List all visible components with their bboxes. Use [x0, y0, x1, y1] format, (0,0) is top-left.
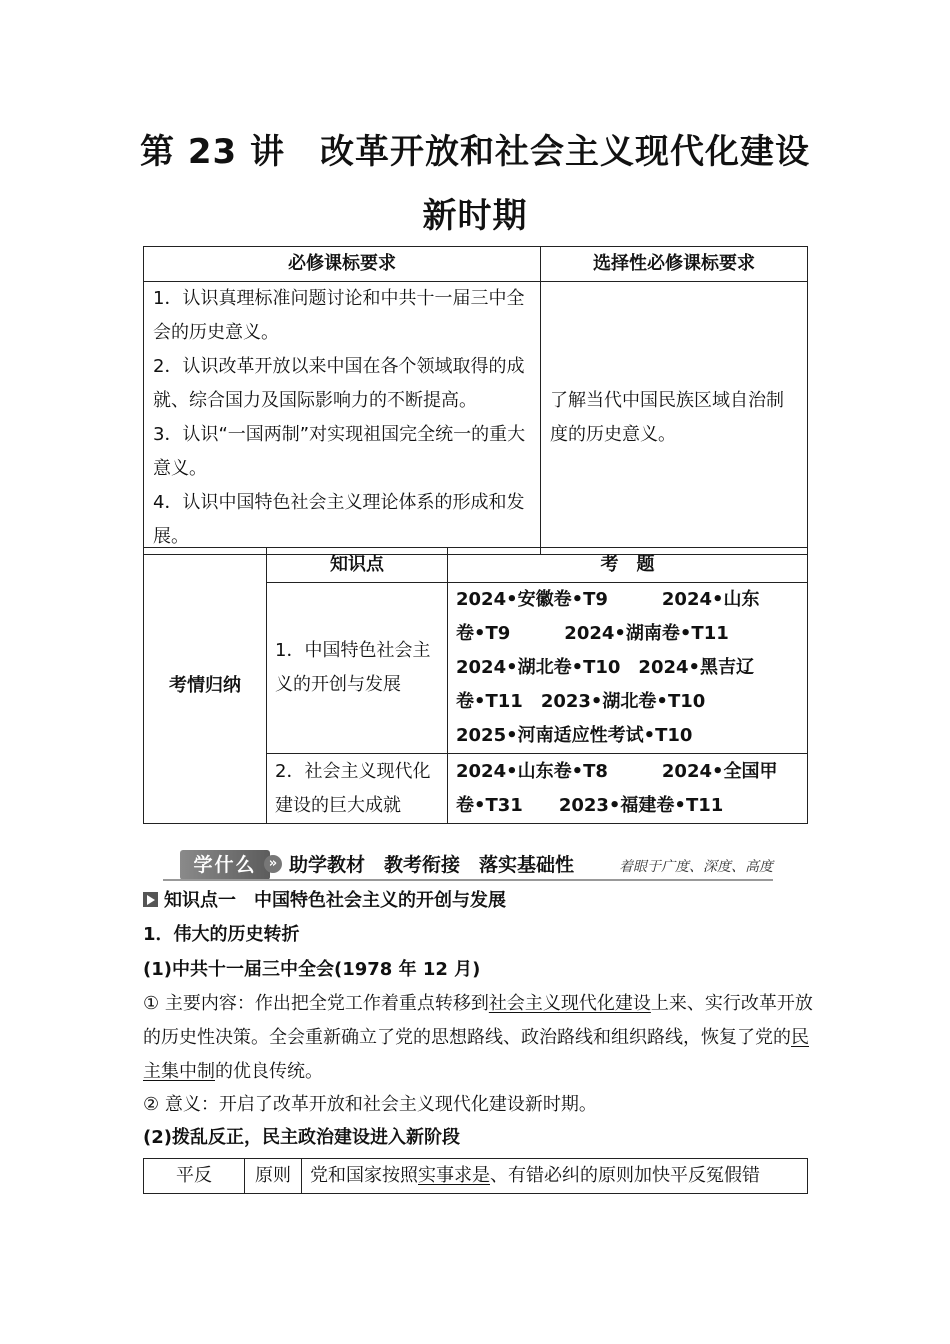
elective-requirement: 了解当代中国民族区域自治制度的历史意义。 [541, 282, 808, 555]
exam-question-line: 2024•山东卷•T8 2024•全国甲 [456, 760, 778, 782]
exam-summary-table [143, 547, 808, 824]
banner-divider [163, 879, 773, 881]
elective-header: 选择性必修课标要求 [541, 247, 808, 282]
para-text: 上来、实行改革开放的历史性决策。全会重新确立了党的思想路线、政治路线和组织路线，恢复了党的 [143, 993, 813, 1048]
required-item: 3．认识“一国两制”对实现祖国完全统一的重大意义。 [153, 424, 526, 479]
exam-question-line: 2024•湖北卷•T10 2024•黑吉辽 [456, 657, 755, 678]
knowledge-point-heading-text: 知识点一 中国特色社会主义的开创与发展 [164, 890, 506, 911]
exam-questions-2 [448, 754, 808, 824]
pingfan-table [143, 1158, 808, 1194]
section-title: 1．伟大的历史转折 [143, 924, 300, 945]
exam-summary-label: 考情归纳 [144, 548, 267, 824]
exam-questions-1 [448, 583, 808, 754]
knowledge-point-2: 2．社会主义现代化建设的巨大成就 [267, 754, 448, 824]
play-marker-icon [143, 892, 158, 907]
main-content-paragraph [143, 987, 813, 1089]
required-item: 1．认识真理标准问题讨论和中共十一届三中全会的历史意义。 [153, 288, 525, 343]
exam-question-line: 2024•安徽卷•T9 2024•山东 [456, 589, 760, 610]
underlined-term: 实事求是 [418, 1165, 490, 1186]
required-item: 2．认识改革开放以来中国在各个领域取得的成就、综合国力及国际影响力的不断提高。 [153, 356, 525, 411]
exam-question-line: 2025•河南适应性考试•T10 [456, 725, 693, 746]
principle-label: 原则 [245, 1159, 302, 1194]
knowledge-header: 知识点 [267, 548, 448, 583]
questions-header: 考 题 [448, 548, 808, 583]
banner-tab: 学什么 [180, 850, 270, 880]
underlined-term: 民主集中制 [143, 1027, 809, 1082]
subsection-title: (1)中共十一届三中全会(1978 年 12 月) [143, 959, 481, 980]
required-header: 必修课标要求 [144, 247, 541, 282]
knowledge-point-heading [143, 884, 813, 918]
page-title-line-2: 新时期 [422, 196, 528, 236]
underlined-term: 社会主义现代化建设 [488, 993, 651, 1014]
banner-text: 助学教材 教考衔接 落实基础性 [289, 854, 575, 876]
exam-question-line: 卷•T31 2023•福建卷•T11 [456, 794, 724, 816]
knowledge-point-1: 1．中国特色社会主义的开创与发展 [267, 583, 448, 754]
principle-text-part: 党和国家按照 [310, 1165, 418, 1186]
principle-text-part: 、有错必纠的原则加快平反冤假错 [490, 1165, 760, 1186]
significance-paragraph: ② 意义：开启了改革开放和社会主义现代化建设新时期。 [143, 1094, 597, 1115]
page-title-line-1: 第 23 讲 改革开放和社会主义现代化建设 [140, 132, 810, 172]
para-text: 的优良传统。 [215, 1061, 323, 1082]
principle-text [302, 1159, 808, 1194]
pingfan-label: 平反 [144, 1159, 245, 1194]
subsection-title: (2)拨乱反正，民主政治建设进入新阶段 [143, 1127, 460, 1148]
exam-question-line: 卷•T9 2024•湖南卷•T11 [456, 623, 729, 644]
banner-tagline: 着眼于广度、深度、高度 [619, 859, 773, 875]
required-items-cell [144, 282, 541, 555]
required-item: 4．认识中国特色社会主义理论体系的形成和发展。 [153, 492, 525, 547]
chevron-right-icon: » [264, 855, 282, 873]
para-text: ① 主要内容：作出把全党工作着重点转移到 [143, 993, 489, 1014]
curriculum-requirements-table [143, 246, 808, 555]
exam-question-line: 卷•T11 2023•湖北卷•T10 [456, 691, 706, 712]
section-banner [143, 848, 773, 884]
